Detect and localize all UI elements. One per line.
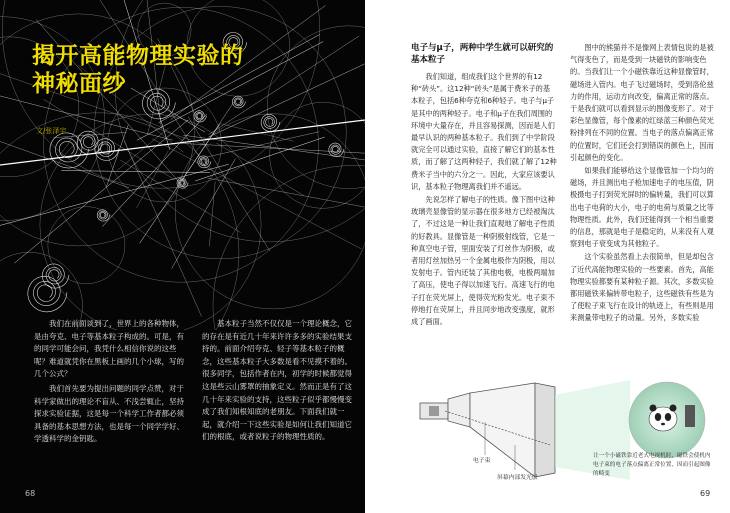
page-number-right: 69	[700, 489, 711, 498]
paragraph: 图中的熊猫并不是像网上表情包说的是被气得变色了，而是受到一块磁铁的影响变色的。当我们让一个小磁铁靠近这种显像管时，磁场进入管内。电子飞过磁场时，受到洛伦兹力的作用，运动方向改变，偏离正常的落点。于是我们就可以看到显示的图像变形了。对于彩色显像管，每个像素的红绿蓝三种颜色荧光粉排列在不同的位置。当电子的落点偏离正常的位置时，它们还会打到错误的颜色上，因而引起颜色的变化。	[570, 43, 714, 162]
figure-label-electron: 电子束	[473, 458, 491, 464]
figure-label-screen: 屏幕内部发光层	[497, 475, 538, 481]
paragraph: 基本粒子当然不仅仅是一个理论概念，它的存在是有近几十年来许许多多的实验结果支持的。前面介绍夸克、轻子等基本粒子的概念，这些基本粒子大多数是看不见摸不着的。很多同学，包括作者在内，初学的时候都觉得这是些云山雾罩的抽象定义。然而正是有了这几十年来实验的支持，这些粒子似乎都慢慢变成了我们知根知底的老朋友。下面我们就一起，就介绍一下这些实验是如何让我们知道它们的根底，或者说粒子的物理性质的。	[202, 319, 352, 442]
left-column-2	[202, 318, 352, 448]
section-heading: 电子与μ子，两种中学生就可以研究的基本粒子	[411, 43, 554, 65]
page-number-left: 68	[25, 489, 36, 498]
paragraph: 我们首先要为提出问题的同学点赞，对于科学家做出的理论不盲从、不浅尝辄止，坚持探求实验证据，这是每一个科学工作者都必须具备的基本思想方法，也是每一个同学学好、学透科学的金钥匙。	[34, 383, 184, 444]
title-line-2: 神秘面纱	[32, 71, 126, 97]
left-text-columns	[34, 318, 352, 448]
right-page	[365, 0, 730, 513]
author-byline: 文/张泽宇	[36, 127, 67, 135]
figure-caption: 让一个小磁铁靠近老式电视机时，磁铁会使机内电子束的电子落点偏离正常位置，因而引起图像的畸变	[593, 453, 711, 477]
paragraph: 这个实验虽然看上去很简单，但是却包含了近代高能物理实验的一些要素。首先，高能物理实验都要有某种粒子源。其次，多数实验都用磁铁来偏转带电粒子，这些磁铁有些是为了使粒子束飞行在设计的轨迹上，有些则是用来测量带电粒子的动量。另外，多数实验	[570, 252, 714, 323]
right-column-2	[570, 42, 716, 326]
title-line-1: 揭开高能物理实验的	[32, 43, 244, 69]
right-column-1	[411, 42, 557, 329]
paragraph: 先说怎样了解电子的性质。像下图中这种玻璃壳显像管的显示器在很多地方已经被淘汰了，不过这是一种让我们直观地了解电子性质的好教具。显像管是一种阴极射线管，它是一种真空电子管，里面安装了灯丝作为阴极，或者用灯丝加热另一个金属电极作为阴极，用以发射电子。管内还装了其他电极，电极两端加了高压，使电子得以加速飞行。高速飞行的电子打在荧光屏上，使得荧光粉发光。电子束不停地打在荧屏上，并且同步地改变强度，就形成了画面。	[411, 195, 555, 327]
paragraph: 如果我们能够给这个显像管加一个均匀的磁场，并且测出电子枪加速电子的电压值，阴极摄电子打到荧光屏时的偏转量，我们可以算出电子电荷的大小，电子的电荷与质量之比等物理性质。此外，我们还能得到一个相当重要的信息，那就是电子是稳定的，从来没有人观察到电子衰变成为其他粒子。	[570, 166, 714, 249]
left-column-1	[34, 318, 184, 448]
article-title	[32, 42, 244, 98]
paragraph: 我们知道，组成我们这个世界的有12种“砖头”。这12种“砖头”是属于费米子的基本粒子，包括6种夸克和6种轻子。电子与μ子是其中的两种轻子。电子和μ子在我们周围的环境中大量存在，并且容易探测，因而是人们最早认识的两种基本粒子。我们到了中学阶段就完全可以通过实验，直接了解它们的基本性质，而了解了这两种轻子，我们就了解了12种费米子当中的六分之一。因此，大家应该要认识，基本粒子物理离我们并不遥远。	[411, 72, 557, 191]
panda-screen-image	[629, 382, 705, 458]
paragraph: 我们在前面谈到了，世界上的各种物体，是由夸克、电子等基本粒子构成的。可是，有的同学可能会问，我凭什么相信你说的这些呢？难道就凭你在黑板上画的几个小球，写的几个公式？	[34, 319, 184, 379]
